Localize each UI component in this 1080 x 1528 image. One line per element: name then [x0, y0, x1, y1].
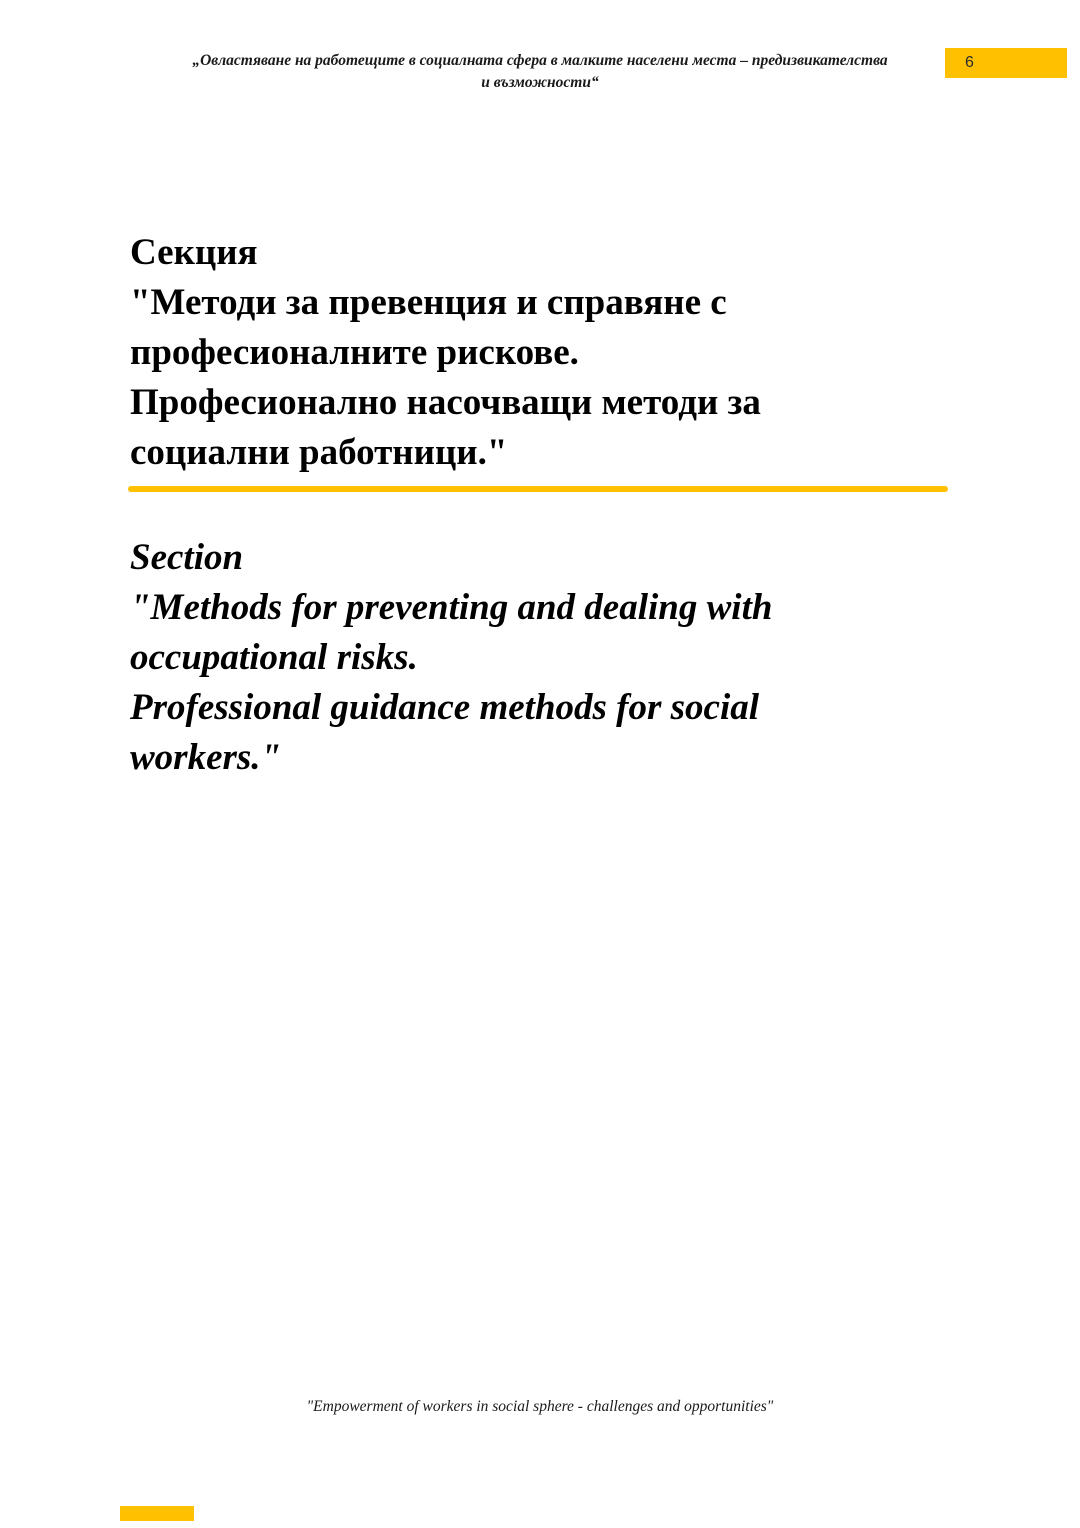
section-title-bulgarian — [130, 228, 970, 478]
title-en-line-4: Professional guidance methods for social — [130, 687, 760, 728]
footer-note: "Empowerment of workers in social sphere - challenges and opportunities" — [306, 1398, 774, 1415]
page-number-badge: 6 — [945, 48, 1067, 78]
title-bg-line-2: "Методи за превенция и справяне с — [130, 282, 727, 323]
title-en-line-2: "Methods for preventing and dealing with — [130, 587, 773, 628]
title-bg-line-4: Професионално насочващи методи за — [130, 382, 761, 423]
title-bg-line-1: Секция — [130, 232, 258, 273]
title-bg-line-5: социални работници." — [130, 432, 508, 473]
title-en-line-1: Section — [130, 537, 244, 578]
page-header — [100, 50, 980, 94]
title-en-line-5: workers." — [130, 737, 282, 778]
title-bg-line-3: професионалните рискове. — [130, 332, 579, 373]
header-line-1: „Овластяване на работещите в социалната сфера в малките населени места – предизвикателства — [192, 52, 888, 69]
footer-accent-strip — [120, 1506, 194, 1521]
section-title-english — [130, 533, 970, 783]
accent-underline — [128, 486, 948, 492]
header-line-2: и възможности“ — [481, 74, 599, 91]
title-en-line-3: occupational risks. — [130, 637, 418, 678]
